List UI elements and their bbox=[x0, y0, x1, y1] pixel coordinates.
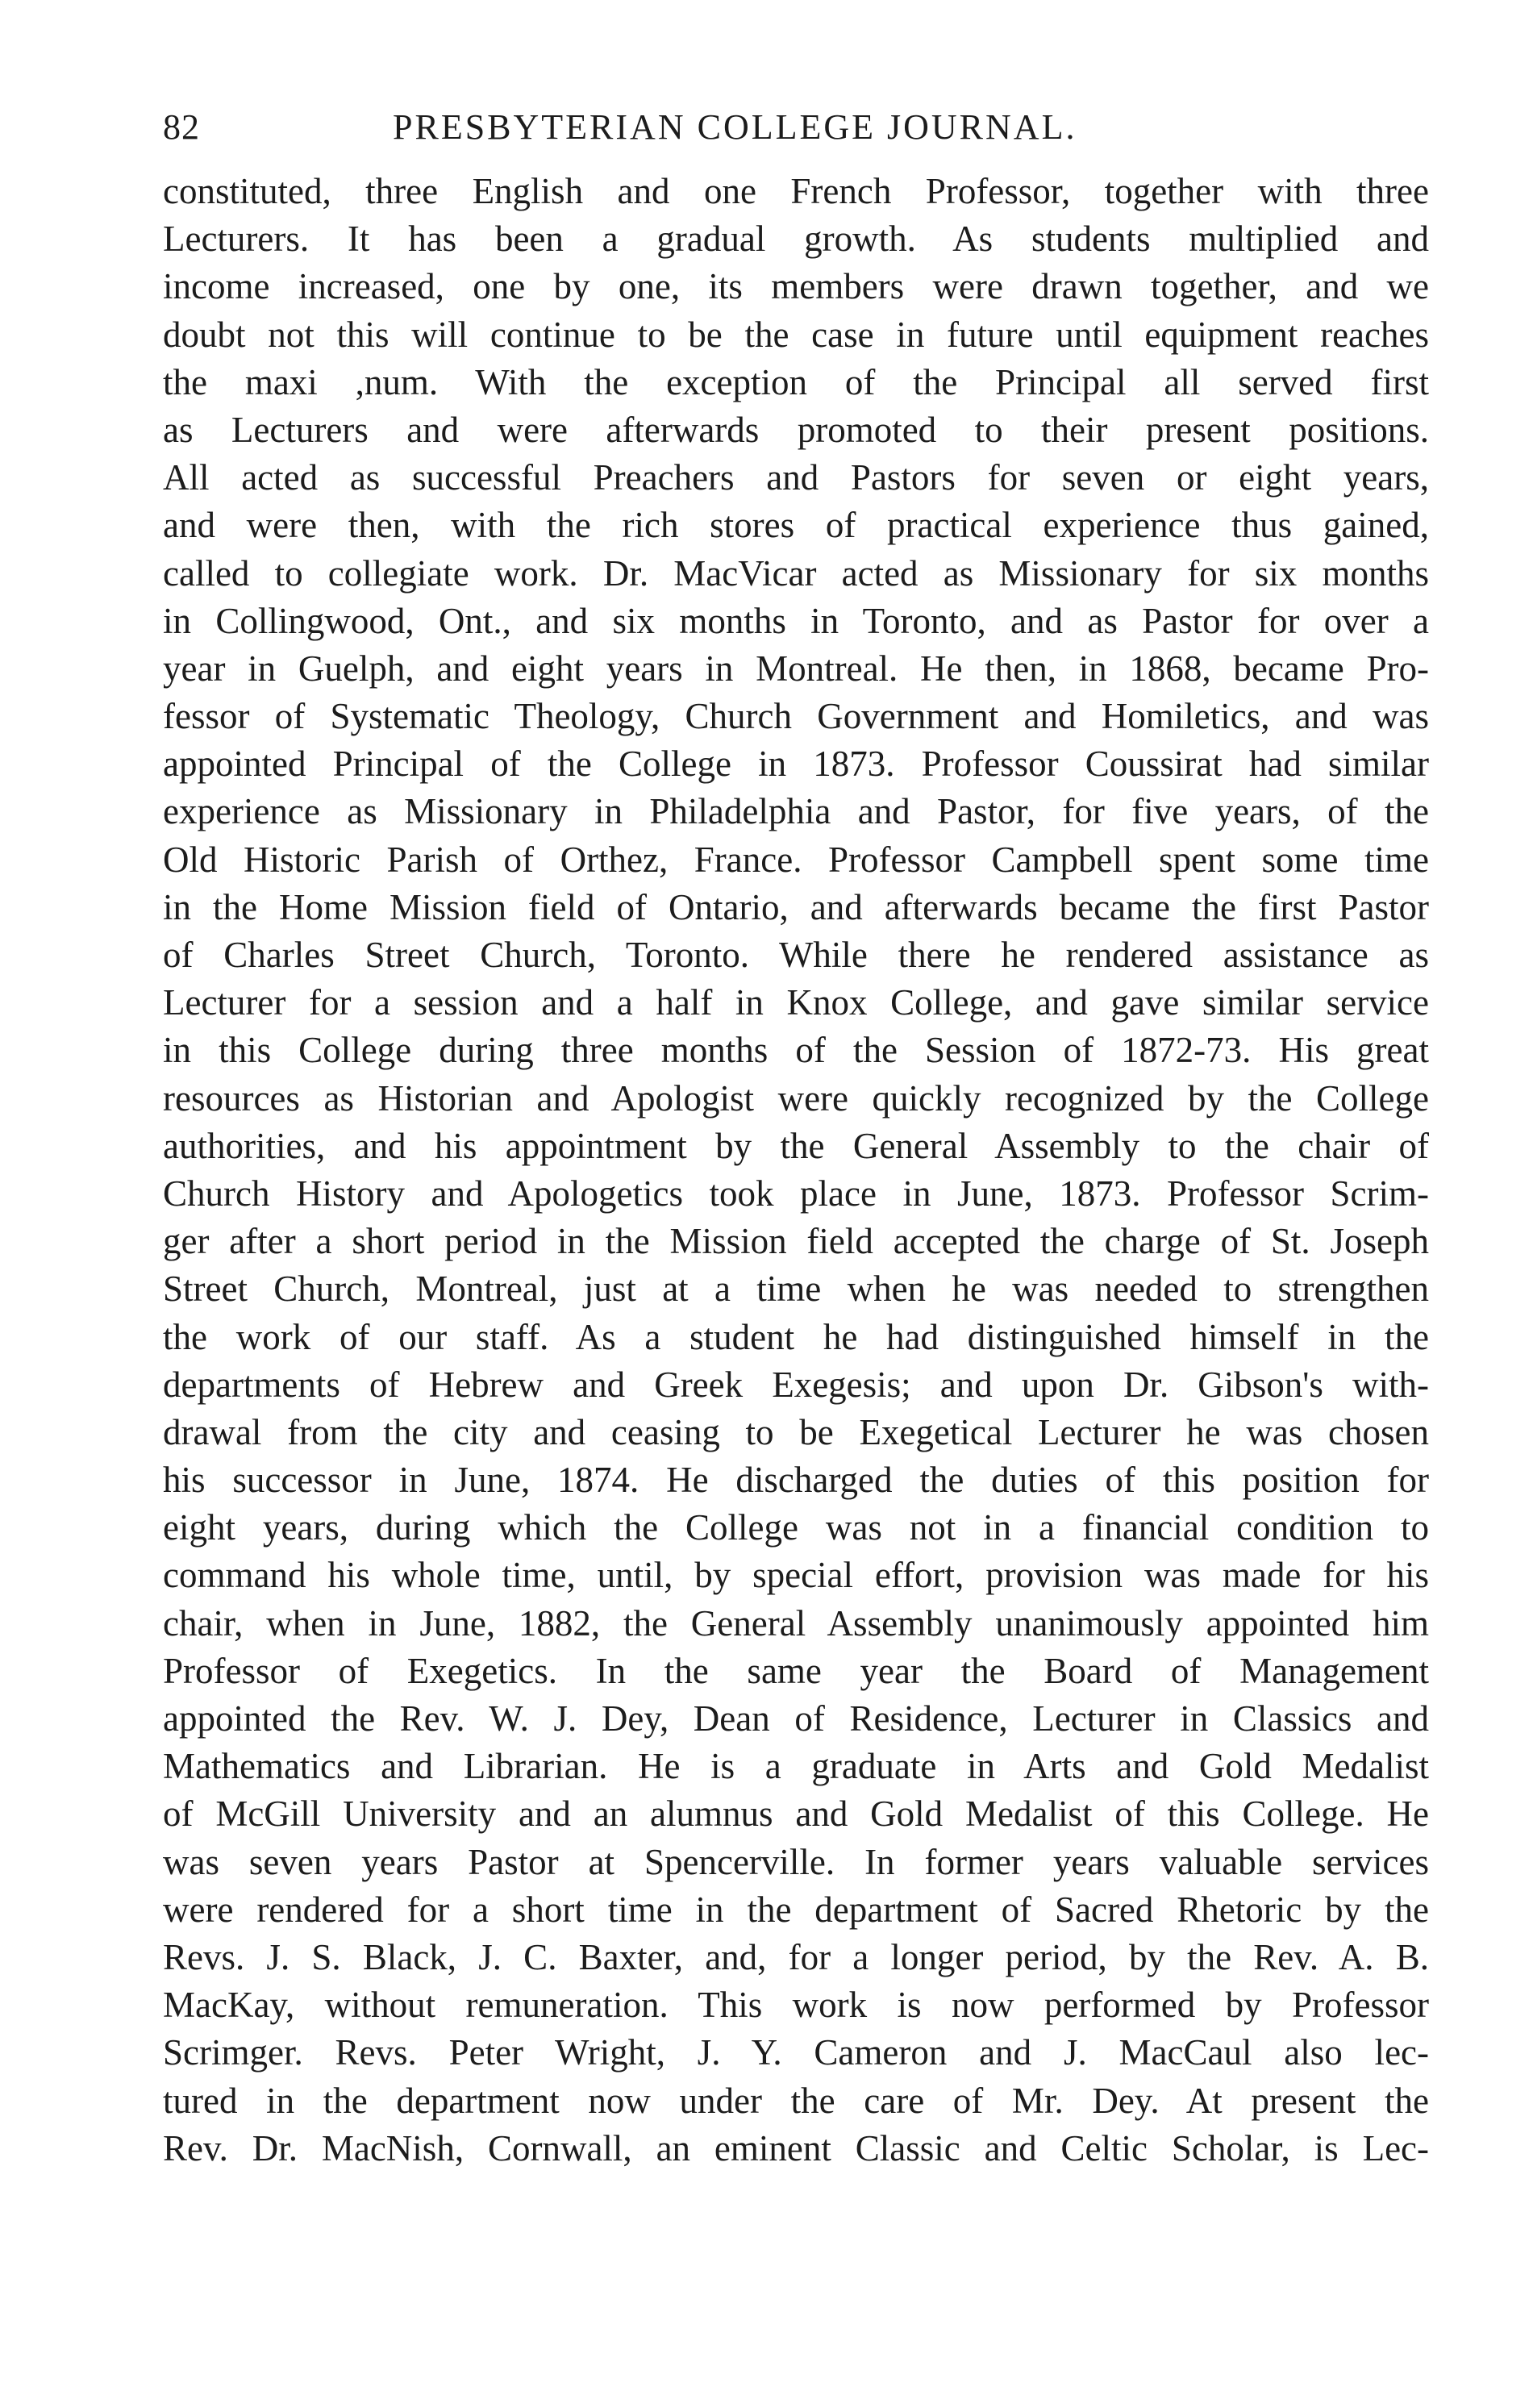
text-line: Revs. J. S. Black, J. C. Baxter, and, for a longer period, by the Rev. A. B. bbox=[163, 1936, 1429, 1977]
text-line: Professor of Exegetics. In the same year the Board of Management bbox=[163, 1650, 1429, 1691]
text-line: called to collegiate work. Dr. MacVicar acted as Missionary for six months bbox=[163, 552, 1429, 594]
text-line: doubt not this will continue to be the case in future until equipment reaches bbox=[163, 314, 1429, 355]
text-line: in Collingwood, Ont., and six months in Toronto, and as Pastor for over a bbox=[163, 600, 1429, 641]
text-line: tured in the department now under the care of Mr. Dey. At present the bbox=[163, 2080, 1429, 2121]
running-head: PRESBYTERIAN COLLEGE JOURNAL. bbox=[393, 107, 1077, 147]
text-line: command his whole time, until, by special effort, provision was made for his bbox=[163, 1555, 1429, 1596]
page-header bbox=[163, 95, 1429, 160]
text-line: experience as Missionary in Philadelphia and Pastor, for five years, of the bbox=[163, 791, 1429, 832]
text-line: appointed Principal of the College in 1873. Professor Coussirat had similar bbox=[163, 744, 1429, 785]
text-line: fessor of Systematic Theology, Church Government and Homiletics, and was bbox=[163, 696, 1429, 737]
text-line: was seven years Pastor at Spencerville. In former years valuable services bbox=[163, 1841, 1429, 1882]
text-line: as Lecturers and were afterwards promoted to their present positions. bbox=[163, 409, 1429, 450]
text-line: year in Guelph, and eight years in Montreal. He then, in 1868, became Pro- bbox=[163, 648, 1429, 689]
text-line: eight years, during which the College was not in a financial condition to bbox=[163, 1507, 1429, 1548]
text-line: of Charles Street Church, Toronto. While there he rendered assistance as bbox=[163, 935, 1429, 975]
text-line: were rendered for a short time in the department of Sacred Rhetoric by the bbox=[163, 1889, 1429, 1930]
text-line: Scrimger. Revs. Peter Wright, J. Y. Cameron and J. MacCaul also lec- bbox=[163, 2032, 1429, 2073]
text-line: constituted, three English and one French Professor, together with three bbox=[163, 171, 1429, 211]
text-line: All acted as successful Preachers and Pastors for seven or eight years, bbox=[163, 457, 1429, 498]
body-text bbox=[163, 168, 1429, 2173]
text-line: and were then, with the rich stores of practical experience thus gained, bbox=[163, 505, 1429, 546]
text-line: income increased, one by one, its members were drawn together, and we bbox=[163, 266, 1429, 307]
text-line: the maxi ,num. With the exception of the Principal all served first bbox=[163, 361, 1429, 402]
text-line: drawal from the city and ceasing to be Exegetical Lecturer he was chosen bbox=[163, 1411, 1429, 1452]
text-line: ger after a short period in the Mission field accepted the charge of St. Joseph bbox=[163, 1221, 1429, 1262]
text-line: Old Historic Parish of Orthez, France. Professor Campbell spent some time bbox=[163, 839, 1429, 880]
text-line: Lecturers. It has been a gradual growth. As students multiplied and bbox=[163, 219, 1429, 260]
text-line: in the Home Mission field of Ontario, and afterwards became the first Pastor bbox=[163, 886, 1429, 927]
text-line: resources as Historian and Apologist were quickly recognized by the College bbox=[163, 1077, 1429, 1119]
page-number: 82 bbox=[163, 107, 200, 147]
text-line: Lecturer for a session and a half in Knox College, and gave similar service bbox=[163, 982, 1429, 1023]
text-line: Mathematics and Librarian. He is a graduate in Arts and Gold Medalist bbox=[163, 1746, 1429, 1787]
text-line: his successor in June, 1874. He discharged the duties of this position for bbox=[163, 1460, 1429, 1501]
text-line: in this College during three months of the Session of 1872-73. His great bbox=[163, 1030, 1429, 1071]
text-line: Street Church, Montreal, just at a time when he was needed to strengthen bbox=[163, 1269, 1429, 1310]
text-line: of McGill University and an alumnus and Gold Medalist of this College. He bbox=[163, 1794, 1429, 1835]
journal-page bbox=[163, 95, 1429, 2173]
text-line: departments of Hebrew and Greek Exegesis; and upon Dr. Gibson's with- bbox=[163, 1364, 1429, 1405]
text-line: Rev. Dr. MacNish, Cornwall, an eminent Classic and Celtic Scholar, is Lec- bbox=[163, 2127, 1429, 2168]
text-line: authorities, and his appointment by the General Assembly to the chair of bbox=[163, 1125, 1429, 1166]
text-line: the work of our staff. As a student he had distinguished himself in the bbox=[163, 1316, 1429, 1357]
text-line: Church History and Apologetics took place in June, 1873. Professor Scrim- bbox=[163, 1173, 1429, 1214]
text-line: chair, when in June, 1882, the General Assembly unanimously appointed him bbox=[163, 1602, 1429, 1644]
text-line: appointed the Rev. W. J. Dey, Dean of Residence, Lecturer in Classics and bbox=[163, 1698, 1429, 1739]
text-line: MacKay, without remuneration. This work is now performed by Professor bbox=[163, 1985, 1429, 2026]
